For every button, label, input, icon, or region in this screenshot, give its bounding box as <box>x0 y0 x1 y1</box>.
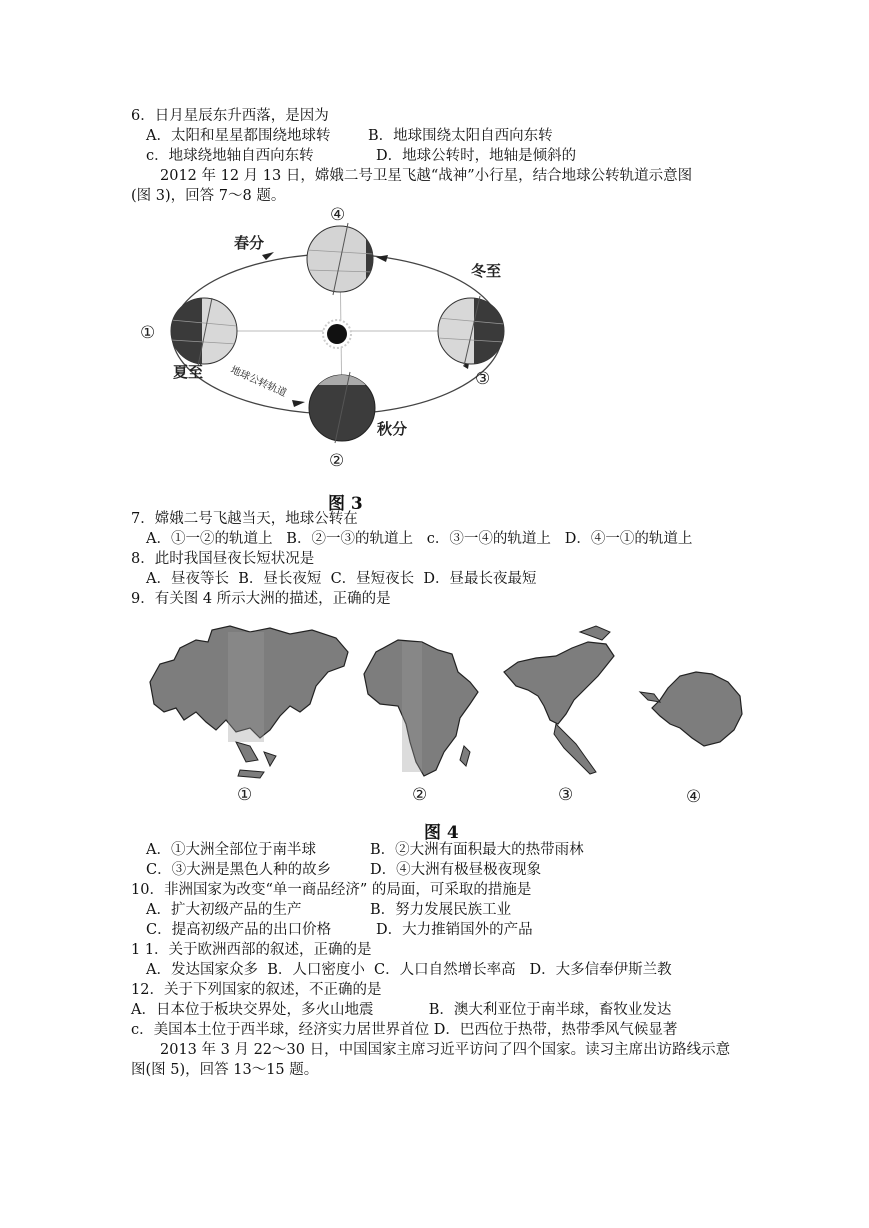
q11-stem: 1 1．关于欧洲西部的叙述，正确的是 <box>131 942 372 958</box>
q6-option-c: c．地球绕地轴自西向东转 <box>146 148 314 164</box>
label-summer-solstice: 夏至 <box>173 363 204 381</box>
q6-option-b: B．地球围绕太阳自西向东转 <box>368 128 553 144</box>
africa-shading <box>402 642 422 772</box>
earth-position-3 <box>438 296 505 366</box>
q12-options-cd: c．美国本土位于西半球，经济实力居世界首位 D．巴西位于热带，热带季风气候显著 <box>131 1022 678 1038</box>
label-autumn-equinox: 秋分 <box>377 420 408 438</box>
fig4-num-2: ② <box>412 785 428 805</box>
antarctic-peninsula-shape <box>640 692 660 702</box>
intro-7-8-line2: (图 3)，回答 7～8 题。 <box>131 188 286 204</box>
orbit-arrow-bottom <box>292 400 305 407</box>
q8-stem: 8．此时我国昼夜长短状况是 <box>131 551 315 567</box>
q7-options: A．①一②的轨道上 B．②一③的轨道上 c．③一④的轨道上 D．④一①的轨道上 <box>146 531 693 547</box>
q12-options-ab: A．日本位于板块交界处，多火山地震 B．澳大利亚位于南半球，畜牧业发达 <box>131 1002 672 1018</box>
label-spring-equinox: 春分 <box>234 234 265 252</box>
eurasia-shading <box>228 632 264 742</box>
q6-option-d: D．地球公转时，地轴是倾斜的 <box>376 148 577 164</box>
continent-antarctica-shape <box>652 672 742 746</box>
q6-option-a: A．太阳和星星都围绕地球转 <box>146 128 331 144</box>
continent-north-america-shape <box>504 642 614 724</box>
orbit-arrow-upper-left <box>262 252 274 260</box>
q10-option-c: C．提高初级产品的出口价格 <box>146 922 332 938</box>
madagascar-shape <box>460 746 470 766</box>
fig4-num-3: ③ <box>558 785 574 805</box>
sun-icon <box>323 320 351 348</box>
q9-option-b: B．②大洲有面积最大的热带雨林 <box>370 842 584 858</box>
intro-13-15-line1: 2013 年 3 月 22～30 日，中国国家主席习近平访问了四个国家。读习主席出访路线示意 <box>160 1042 731 1058</box>
intro-7-8-line1: 2012 年 12 月 13 日，嫦娥二号卫星飞越“战神”小行星，结合地球公转轨道示意图 <box>160 168 693 184</box>
earth-position-2 <box>309 372 375 443</box>
q10-stem: 10．非洲国家为改变“单一商品经济” 的局面，可采取的措施是 <box>131 882 532 898</box>
q10-option-a: A．扩大初级产品的生产 <box>146 902 302 918</box>
label-num-3: ③ <box>475 369 491 389</box>
q9-option-d: D．④大洲有极昼极夜现象 <box>370 862 542 878</box>
label-winter-solstice: 冬至 <box>471 262 502 280</box>
q9-stem: 9．有关图 4 所示大洲的描述，正确的是 <box>131 591 391 607</box>
figure-4-caption: 图 4 <box>424 823 459 843</box>
figure-3-orbit-diagram <box>130 200 530 510</box>
q6-stem: 6．日月星辰东升西落，是因为 <box>131 108 329 124</box>
continent-eurasia-islands <box>236 742 276 778</box>
q10-option-d: D．大力推销国外的产品 <box>376 922 533 938</box>
greenland-shape <box>580 626 610 640</box>
q8-options: A．昼夜等长 B．昼长夜短 C．昼短夜长 D．昼最长夜最短 <box>146 571 537 587</box>
fig4-num-4: ④ <box>686 787 702 807</box>
q10-option-b: B．努力发展民族工业 <box>370 902 512 918</box>
label-num-4: ④ <box>330 205 346 225</box>
figure-3-caption: 图 3 <box>328 494 363 514</box>
q11-options: A．发达国家众多 B．人口密度小 C．人口自然增长率高 D．大多信奉伊斯兰教 <box>146 962 672 978</box>
earth-position-4 <box>307 223 374 295</box>
label-orbit: 地球公转轨道 <box>228 364 289 400</box>
q7-stem: 7．嫦娥二号飞越当天，地球公转在 <box>131 511 358 527</box>
q9-option-a: A．①大洲全部位于南半球 <box>146 842 316 858</box>
label-num-1: ① <box>140 323 156 343</box>
figure-4-continents <box>140 612 760 812</box>
intro-13-15-line2: 图(图 5)，回答 13～15 题。 <box>131 1062 319 1078</box>
fig4-num-1: ① <box>237 785 253 805</box>
central-america-shape <box>554 724 596 774</box>
q9-option-c: C．③大洲是黑色人种的故乡 <box>146 862 332 878</box>
label-num-2: ② <box>329 451 345 471</box>
earth-position-1 <box>171 298 237 366</box>
q12-stem: 12．关于下列国家的叙述，不正确的是 <box>131 982 382 998</box>
